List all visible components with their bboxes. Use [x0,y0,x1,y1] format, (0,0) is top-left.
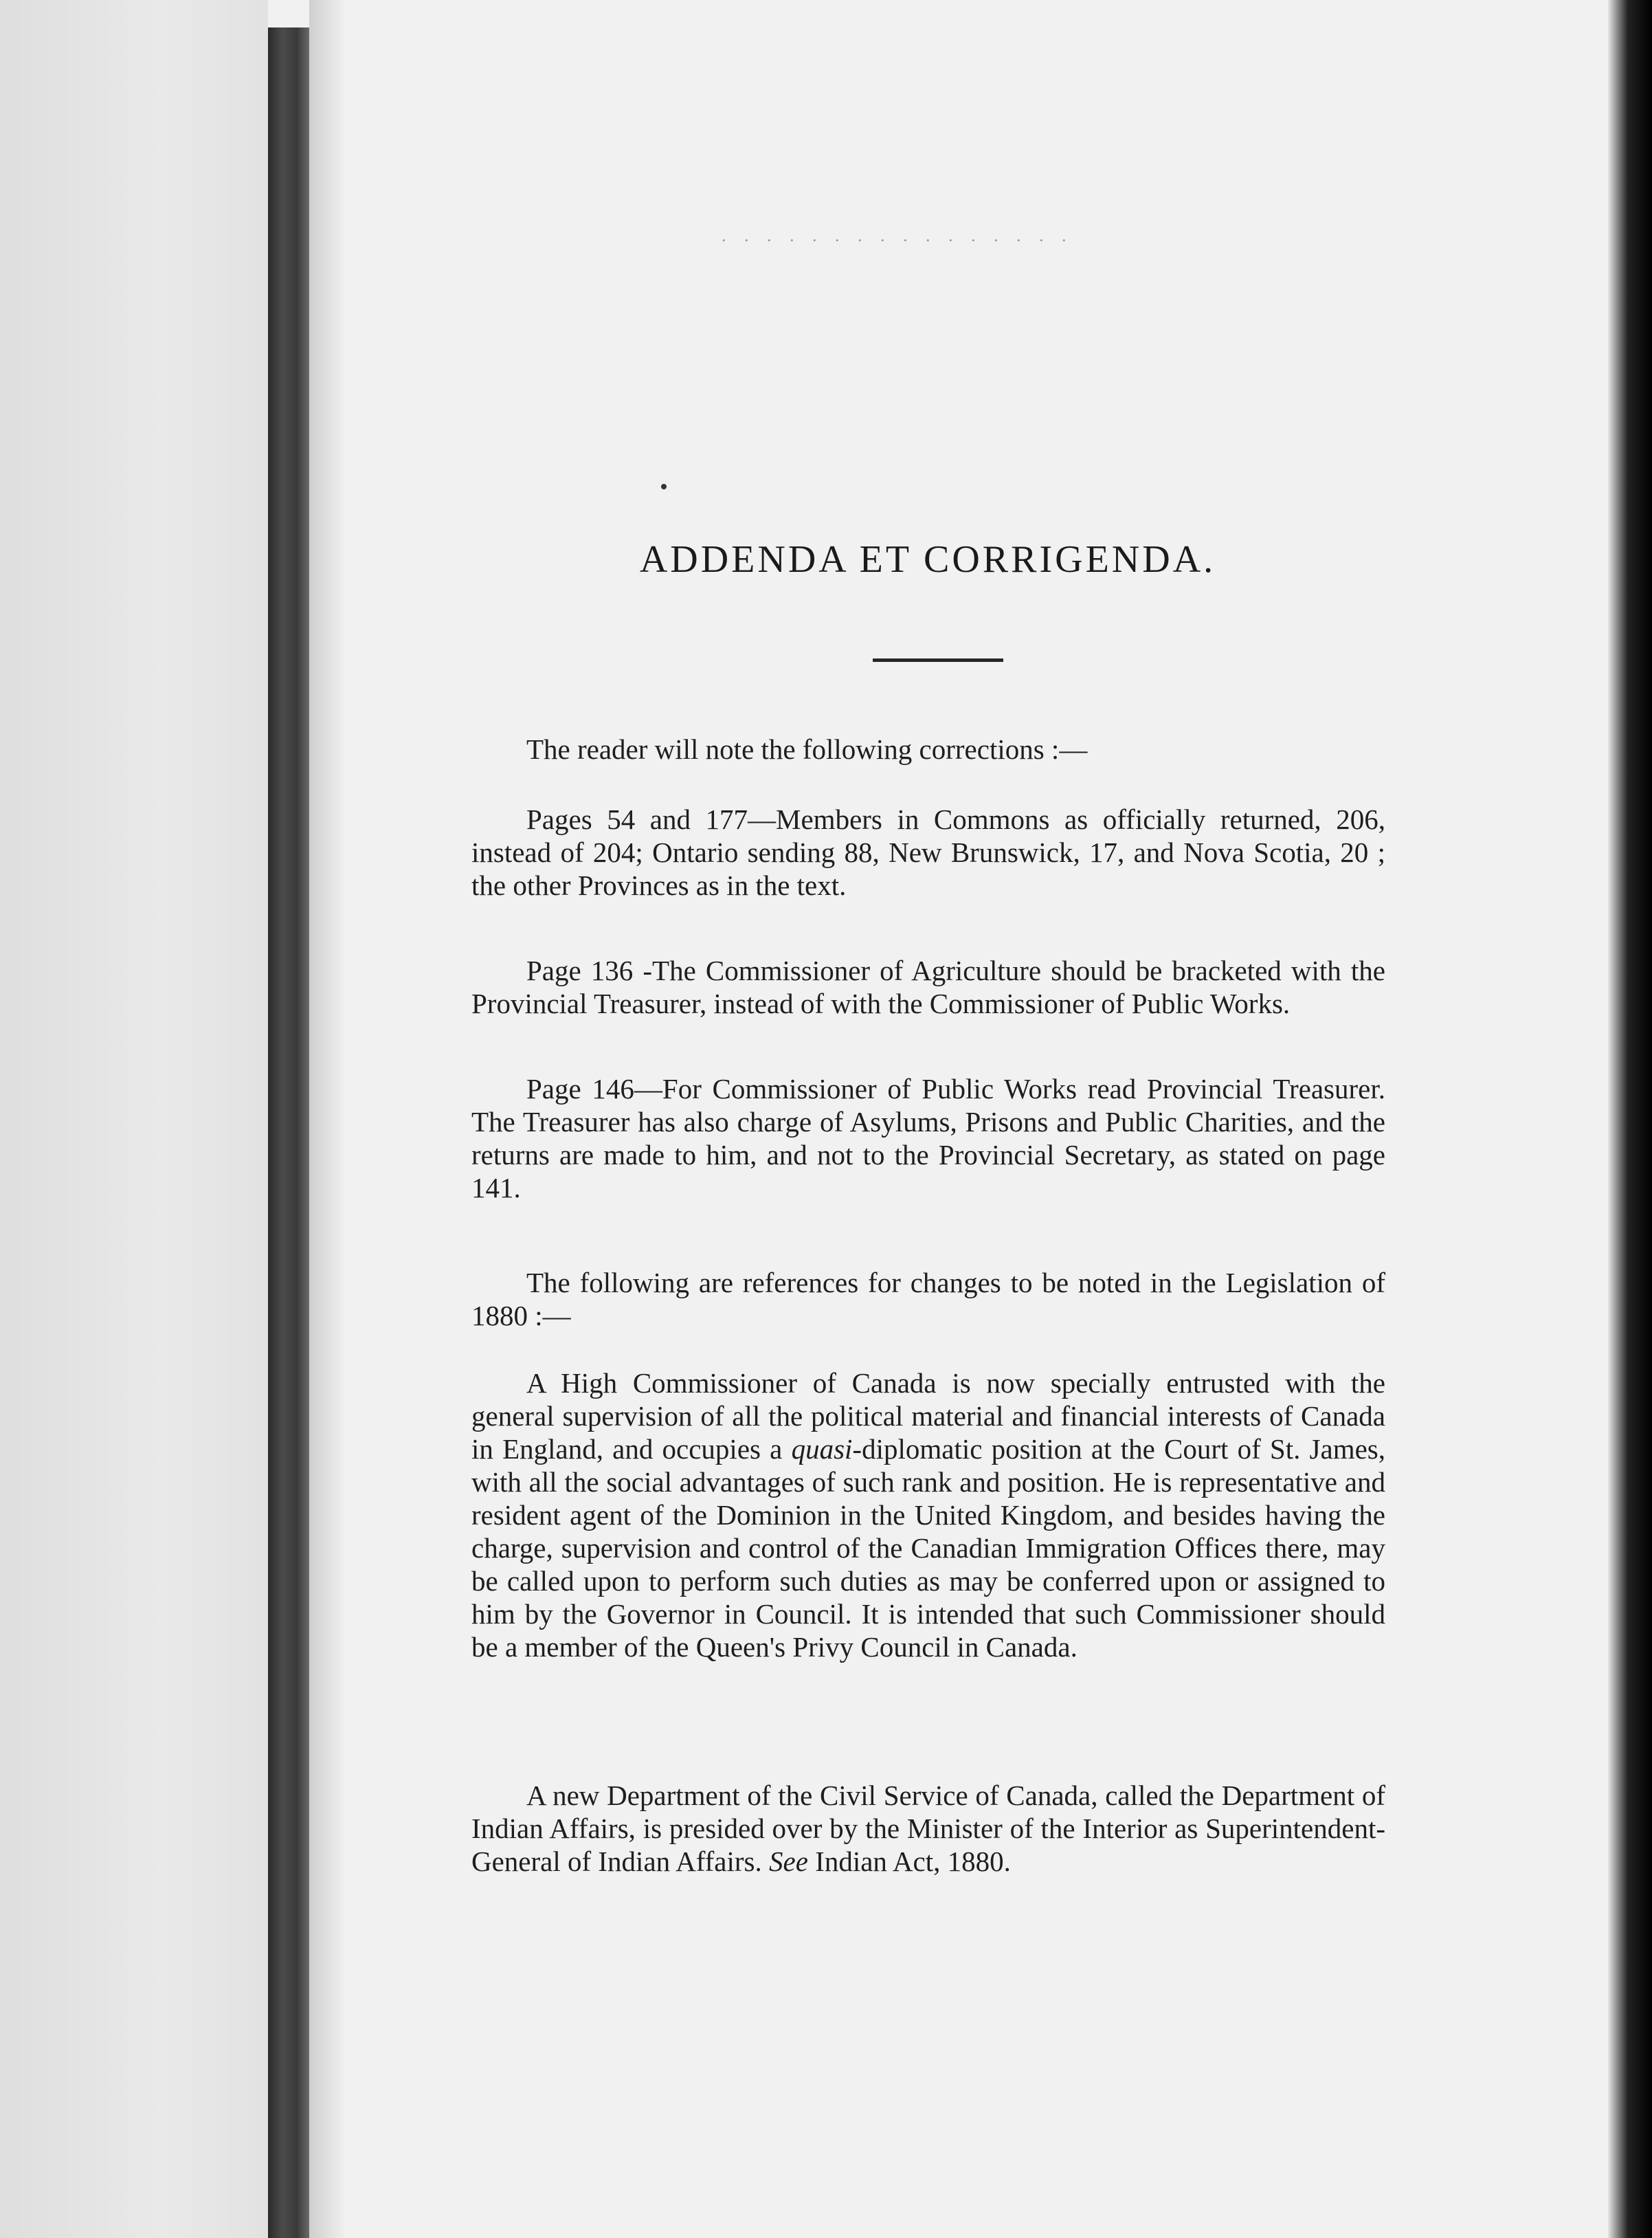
gutter-shadow [309,0,344,2238]
indian-affairs-text-end: Indian Act, 1880. [807,1846,1011,1877]
high-commissioner-paragraph [471,1366,1385,1663]
high-commissioner-italic: quasi [791,1433,853,1465]
correction-page-146: Page 146—For Commissioner of Public Works read Provincial Treasurer. The Treasurer has also charge of Asylums, Prisons and Public Charities, and the returns are made to him, and not to the Provincial Secretary, as stated on page 141. [471,1073,1385,1204]
high-commissioner-text-start: A High Commissioner of Canada is now specially entrusted with the general supervision of all the political material and financial interests of Canada in England, and occupies a [471,1367,1385,1465]
high-commissioner-text-end: -diplomatic position at the Court of St. James, with all the social advantages of such rank and position. He is representative and resident agent of the Dominion in the United Kingdom, and besides having the charge, supervision and control of the Canadian Immigration Offices there, may be called upon to perform such duties as may be conferred upon or assigned to him by the Governor in Council. It is intended that such Commissioner should be a member of the Queen's Privy Council in Canada. [471,1433,1385,1663]
ink-speck [661,484,667,489]
left-page-margin [0,0,268,2238]
page-title: ADDENDA ET CORRIGENDA. [639,538,1216,581]
faint-running-header: . . . . . . . . . . . . . . . . [722,225,1073,245]
corrections-intro: The reader will note the following corrections :— [526,733,1088,765]
correction-page-136: Page 136 -The Commissioner of Agriculture should be bracketed with the Provincial Treasurer, instead of with the Commissioner of Public Works. [471,955,1385,1019]
correction-pages-54-177: Pages 54 and 177—Members in Commons as officially returned, 206, instead of 204; Ontario sending 88, New Brunswick, 17, and Nova Scotia, 20 ; the other Provinces as in the text. [471,804,1385,901]
indian-affairs-text: A new Department of the Civil Service of Canada, called the Department of Indian Affairs, is presided over by the Minister of the Interior as Superintendent-General of Indian Affairs. [471,1780,1385,1877]
page-right-edge [1608,0,1652,2238]
book-gutter [268,27,309,2238]
title-rule [873,658,1003,662]
legislation-intro: The following are references for changes to be noted in the Legislation of 1880 :— [471,1267,1385,1331]
indian-affairs-italic: See [769,1846,808,1877]
indian-affairs-paragraph [471,1779,1385,1878]
